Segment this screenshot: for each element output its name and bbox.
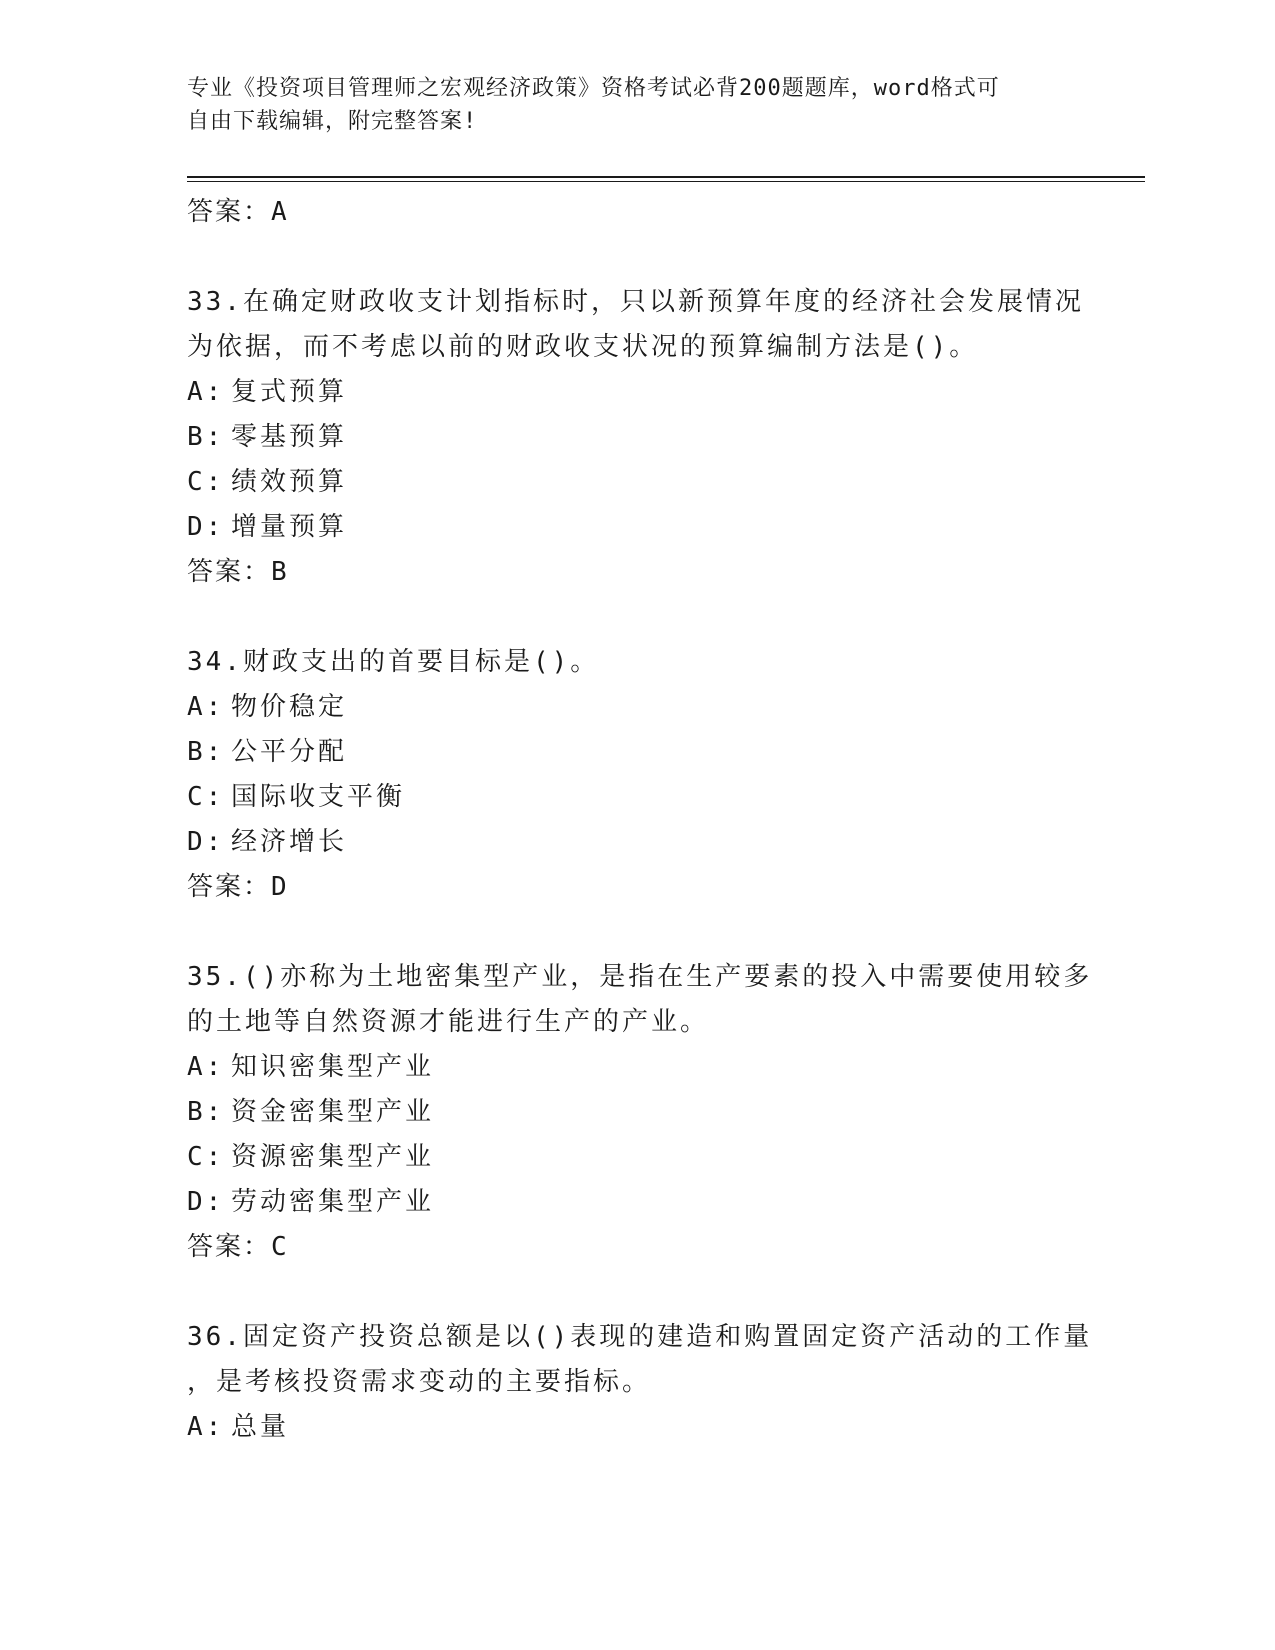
document-header [187,72,1067,138]
question-33 [187,280,1084,595]
option-text: 知识密集型产业 [231,1052,435,1082]
question-36 [187,1315,1093,1450]
option-letter: D: [187,827,225,857]
option-text: 资金密集型产业 [231,1097,435,1127]
option-letter: A: [187,1412,225,1442]
option-a [187,685,1067,730]
option-text: 复式预算 [231,377,348,407]
option-b [187,415,1067,460]
option-a [187,1405,1067,1450]
option-letter: A: [187,377,225,407]
header-line-2: 自由下载编辑，附完整答案! [187,109,478,134]
option-letter: B: [187,737,225,767]
question-stem: 的土地等自然资源才能进行生产的产业。 [187,1007,710,1037]
option-text: 物价稳定 [231,692,348,722]
question-35 [187,955,1093,1270]
option-letter: D: [187,1187,225,1217]
header-divider-thin [187,181,1145,182]
option-letter: C: [187,1142,225,1172]
option-d [187,1180,1067,1225]
option-b [187,730,1067,775]
option-d [187,820,1067,865]
option-letter: A: [187,692,225,722]
spacer [187,235,1067,280]
option-text: 绩效预算 [231,467,348,497]
option-text: 增量预算 [231,512,348,542]
option-text: 经济增长 [231,827,348,857]
option-a [187,370,1067,415]
question-34 [187,640,1067,910]
option-letter: B: [187,422,225,452]
answer-line: 答案：B [187,557,289,587]
option-letter: C: [187,467,225,497]
answer-line: 答案：D [187,872,289,902]
option-text: 资源密集型产业 [231,1142,435,1172]
question-stem: 36.固定资产投资总额是以()表现的建造和购置固定资产活动的工作量 [187,1322,1093,1352]
option-c [187,460,1067,505]
option-d [187,505,1067,550]
question-list [187,190,1093,1450]
option-letter: D: [187,512,225,542]
header-divider-thick [187,176,1145,178]
option-text: 总量 [231,1412,290,1442]
option-c [187,775,1067,820]
question-stem: 35.()亦称为土地密集型产业，是指在生产要素的投入中需要使用较多 [187,962,1093,992]
question-stem: ，是考核投资需求变动的主要指标。 [187,1367,652,1397]
option-letter: B: [187,1097,225,1127]
option-text: 国际收支平衡 [231,782,406,812]
header-line-1: 专业《投资项目管理师之宏观经济政策》资格考试必背200题题库，word格式可 [187,76,1000,101]
spacer [187,910,1067,955]
option-letter: C: [187,782,225,812]
answer-line: 答案：A [187,197,289,227]
option-letter: A: [187,1052,225,1082]
option-text: 零基预算 [231,422,348,452]
question-stem: 34.财政支出的首要目标是()。 [187,647,600,677]
spacer [187,1270,1067,1315]
option-c [187,1135,1067,1180]
spacer [187,595,1067,640]
question-stem: 为依据，而不考虑以前的财政收支状况的预算编制方法是()。 [187,332,979,362]
answer-line: 答案：C [187,1232,289,1262]
option-b [187,1090,1067,1135]
option-a [187,1045,1067,1090]
option-text: 劳动密集型产业 [231,1187,435,1217]
question-stem: 33.在确定财政收支计划指标时，只以新预算年度的经济社会发展情况 [187,287,1084,317]
option-text: 公平分配 [231,737,348,767]
